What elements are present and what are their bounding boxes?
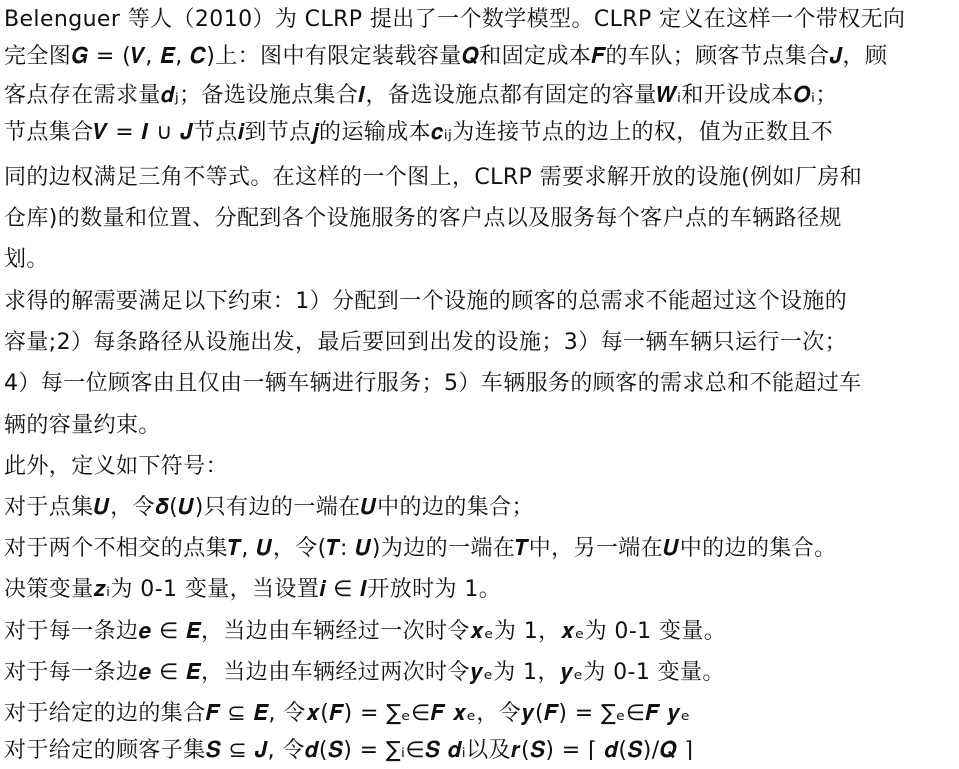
text-line-8: 求得的解需要满足以下约束：1）分配到一个设施的顾客的总需求不能超过这个设施的 (4, 289, 848, 314)
text-line-17: 对于每一条边𝒆 ∈ 𝑬，当边由车辆经过两次时令𝒚ₑ为 1，𝒚ₑ为 0-1 变量。 (4, 660, 725, 685)
text-line-12: 此外，定义如下符号： (4, 454, 229, 479)
text-line-4: 节点集合𝑽 = 𝑰 ∪ 𝑱节点𝒊到节点𝒋的运输成本𝒄ᵢⱼ为连接节点的边上的权，值为正数且不 (4, 120, 834, 145)
text-line-15: 决策变量𝒛ᵢ为 0-1 变量，当设置𝒊 ∈ 𝑰开放时为 1。 (4, 577, 502, 602)
text-line-10: 4）每一位顾客由且仅由一辆车辆进行服务；5）车辆服务的顾客的需求总和不能超过车 (4, 371, 862, 396)
text-line-5: 同的边权满足三角不等式。在这样的一个图上，CLRP 需要求解开放的设施(例如厂房和 (4, 165, 863, 190)
text-line-7: 划。 (4, 247, 49, 272)
text-line-13: 对于点集𝑼，令𝜹(𝑼)只有边的一端在𝑼中的边的集合； (4, 495, 534, 520)
text-line-2: 完全图𝑮 = (𝑽, 𝑬, 𝑪)上：图中有限定装载容量𝑸和固定成本𝑭的车队；顾客节点集合𝑱，顾 (4, 44, 888, 69)
text-line-14: 对于两个不相交的点集𝑻, 𝑼，令(𝑻: 𝑼)为边的一端在𝑻中，另一端在𝑼中的边的集合。 (4, 536, 837, 561)
text-line-11: 辆的容量约束。 (4, 413, 161, 438)
text-line-19: 对于给定的顾客子集𝑺 ⊆ 𝑱, 令𝒅(𝑺) = ∑ᵢ∈𝑺 𝒅ᵢ以及𝒓(𝑺) = ⌈ 𝒅(𝑺)/𝑸 ⌉ (4, 738, 694, 763)
text-line-9: 容量;2）每条路径从设施出发，最后要回到出发的设施；3）每一辆车辆只运行一次； (4, 330, 848, 355)
text-line-6: 仓库)的数量和位置、分配到各个设施服务的客户点以及服务每个客户点的车辆路径规 (4, 206, 842, 231)
text-line-3: 客点存在需求量𝒅ⱼ；备选设施点集合𝑰，备选设施点都有固定的容量𝑾ᵢ和开设成本𝑶ᵢ； (4, 83, 838, 108)
text-line-18: 对于给定的边的集合𝑭 ⊆ 𝑬, 令𝒙(𝑭) = ∑ₑ∈𝑭 𝒙ₑ，令𝒚(𝑭) = ∑ₑ∈𝑭 𝒚ₑ (4, 701, 691, 726)
text-line-16: 对于每一条边𝒆 ∈ 𝑬，当边由车辆经过一次时令𝒙ₑ为 1，𝒙ₑ为 0-1 变量。 (4, 619, 727, 644)
text-line-1: Belenguer 等人（2010）为 CLRP 提出了一个数学模型。CLRP 定义在这样一个带权无向 (4, 7, 906, 32)
